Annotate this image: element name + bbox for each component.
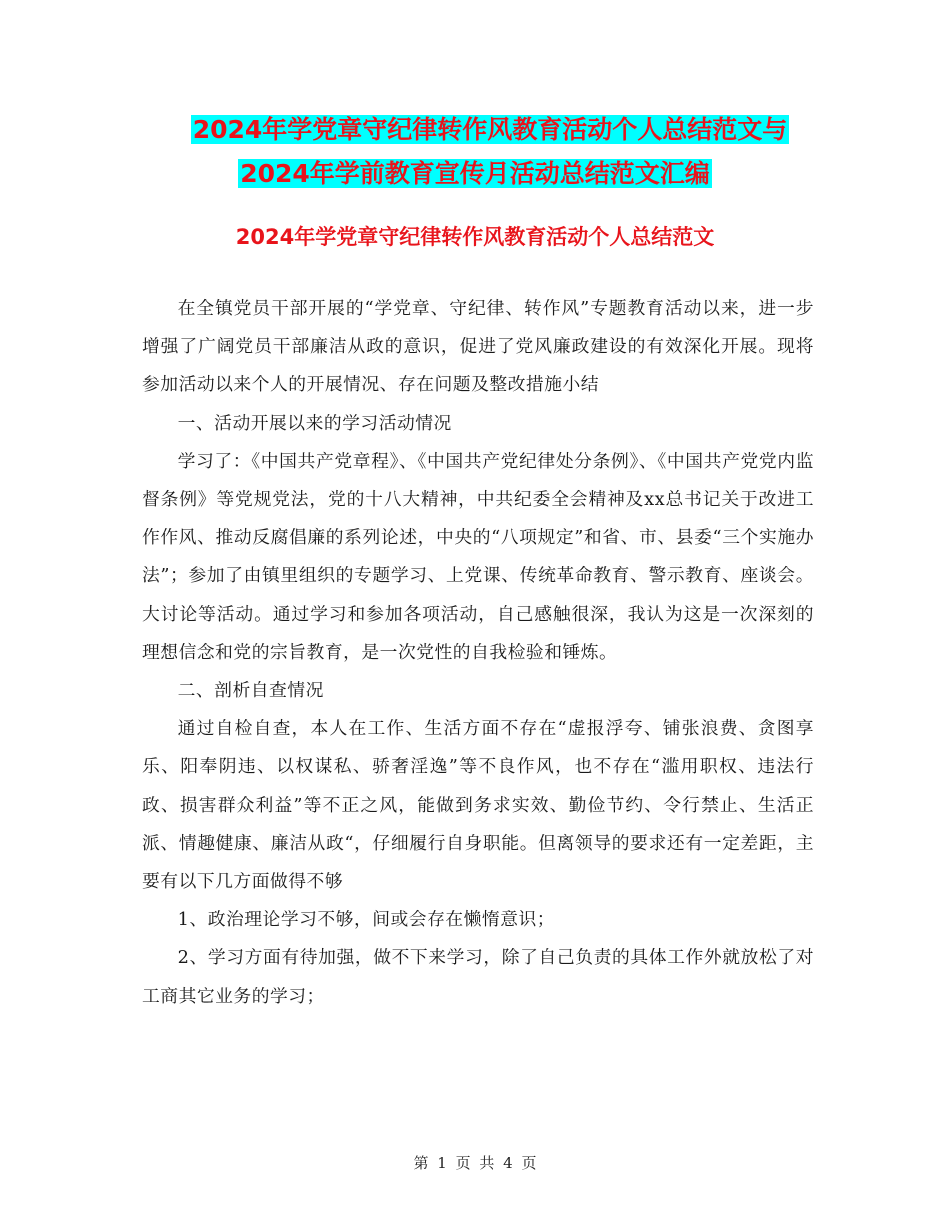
heading-study-activities: 一、活动开展以来的学习活动情况 — [177, 412, 452, 434]
paragraph-intro: 在全镇党员干部开展的“学党章、守纪律、转作风”专题教育活动以来，进一步增强了广阔党员干部廉洁从政的意识，促进了党风廉政建设的有效深化开展。现将参加活动以来个人的开展情况、存在问题及整改措施小结 — [142, 298, 814, 396]
section-title: 2024年学党章守纪律转作风教育活动个人总结范文 — [235, 225, 715, 249]
main-title-line-2 — [135, 154, 815, 194]
document-body — [142, 290, 814, 1016]
main-title-line-1 — [150, 110, 830, 150]
page-footer: 第 1 页 共 4 页 — [413, 1154, 537, 1172]
paragraph-self-check: 通过自检自查，本人在工作、生活方面不存在“虚报浮夸、铺张浪费、贪图享乐、阳奉阴违、以权谋私、骄奢淫逸”等不良作风，也不存在“滥用职权、违法行政、损害群众利益”等不正之风，能做到务求实效、勤俭节约、令行禁止、生活正派、情趣健康、廉洁从政“，仔细履行自身职能。但离领导的要求还有一定差距，主要有以下几方面做得不够 — [142, 718, 814, 893]
paragraph-study: 学习了：《中国共产党章程》、《中国共产党纪律处分条例》、《中国共产党党内监督条例》等党规党法，党的十八大精神，中共纪委全会精神及xx总书记关于改进工作作风、推动反腐倡廉的系列论述，中央的“八项规定”和省、市、县委“三个实施办法”；参加了由镇里组织的专题学习、上党课、传统革命教育、警示教育、座谈会。大讨论等活动。通过学习和参加各项活动，自己感触很深，我认为这是一次深刻的理想信念和党的宗旨教育，是一次党性的自我检验和锤炼。 — [142, 450, 814, 663]
heading-self-check: 二、剖析自查情况 — [177, 680, 324, 702]
list-item-2: 2、学习方面有待加强，做不下来学习，除了自己负责的具体工作外就放松了对工商其它业务的学习； — [142, 947, 814, 1007]
main-title-line-1-text: 2024年学党章守纪律转作风教育活动个人总结范文与 — [192, 115, 788, 144]
main-title-line-2-text: 2024年学前教育宣传月活动总结范文汇编 — [240, 159, 710, 188]
list-item-1: 1、政治理论学习不够，间或会存在懒惰意识； — [177, 909, 556, 931]
